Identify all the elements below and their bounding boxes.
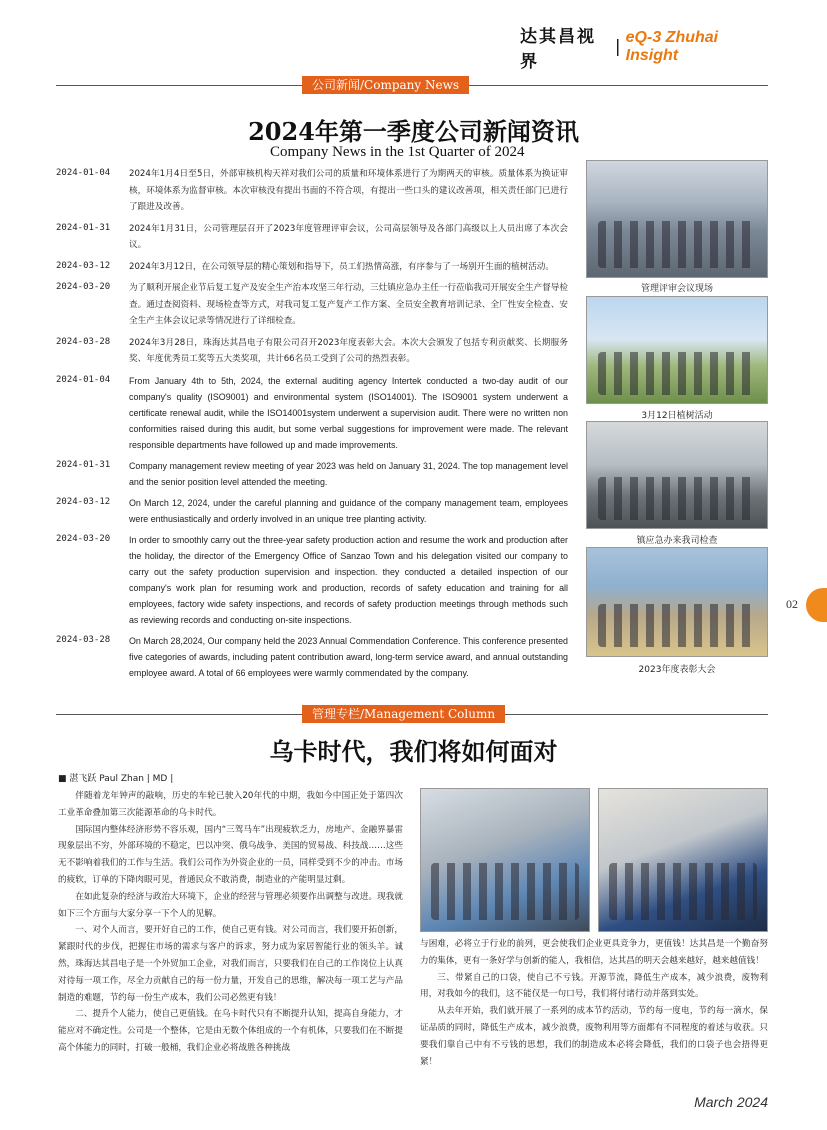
news-text: On March 12, 2024, under the careful planning and guidance of the company management team, employees were enthusiastically and orderly involved in an unique tree planting activity. bbox=[129, 497, 568, 524]
paragraph: 二、提升个人能力，使自己更值钱。在乌卡时代只有不断提升认知，提高自身能力，才能应对不确定性。公司是一个整体，它是由无数个体组成的一个有机体，只要我们在不断提高个体能力的同时，打破一般桶，我们企业必将战胜各种挑战 bbox=[58, 1009, 403, 1053]
paragraph: 三、带紧自己的口袋，使自己不亏钱。开源节流，降低生产成本，减少浪费，废物利用，对我如今的我们，这不能仅是一句口号，我们将付诸行动并落到实处。 bbox=[420, 972, 768, 1000]
news-item bbox=[56, 373, 568, 453]
people-figure bbox=[598, 604, 756, 647]
news-text: In order to smoothly carry out the three-year safety production action and resume the work and production after the holiday, the director of the Emergency Office of Sanzao Town and his delegation visited our company to carry out the safety production supervision and inspection. they conducted a detailed inspection of our company's work plan for resuming work and production, records of safety education and training for all employees, factory wide safety inspections, and records of safety production meetings through methods such as reviewing records and conducting on-site inspections. bbox=[129, 534, 568, 625]
news-item bbox=[56, 458, 568, 490]
news-title: 2024年第一季度公司新闻资讯 bbox=[248, 117, 579, 146]
column-title: 乌卡时代，我们将如何面对 bbox=[269, 737, 558, 766]
column-body-right bbox=[420, 936, 768, 1070]
caption-commendation: 2023年度表彰大会 bbox=[638, 665, 716, 675]
paragraph: 从去年开始，我们就开展了一系列的成本节约活动，节约每一度电，节约每一滴水，保证品质的同时，降低生产成本，减少浪费，废物利用等方面都有不同程度的着述与收获。只要我们靠自己中有不亏钱的思想，我们的制造成本必将会降低，我们的口袋子也会捂得更紧！ bbox=[420, 1006, 768, 1067]
photo-inspection bbox=[586, 421, 768, 529]
news-item bbox=[56, 221, 568, 254]
news-text: From January 4th to 5th, 2024, the external auditing agency Intertek conducted a two-day audit of our company's quality (ISO9001) and environmental system (ISO14001). The ISO9001 system underwent a certificate renewal audit, while the ISO14001system underwent a supervision audit. There were no written non conformities raised during this audit, but some verbal suggestions for improvement were made. The relevant responsible departments have followed up and made improvements. bbox=[129, 375, 568, 450]
news-item bbox=[56, 280, 568, 330]
news-text: 2024年3月12日，在公司领导层的精心策划和指导下，员工们热情高涨，有序参与了一场别开生面的植树活动。 bbox=[129, 261, 554, 272]
brand-en: eQ-3 Zhuhai Insight bbox=[625, 29, 719, 64]
news-item bbox=[56, 495, 568, 527]
photo-tree-planting bbox=[586, 296, 768, 404]
paragraph: 伴随着龙年钟声的敲响，历史的车轮已驶入20年代的中期，我如今中国正处于第四次工业革命叠加第三次能源革命的乌卡时代。 bbox=[58, 791, 403, 818]
section2-label: 管理专栏/Management Column bbox=[302, 705, 505, 723]
photo-review-meeting bbox=[586, 160, 768, 278]
paragraph: 与困难，必将立于行业的前列，更会使我们企业更具竞争力，更值钱！达其昌是一个勤奋努力的集体，更有一条好学与创新的能人，我相信，达其昌的明天会越来越好，越来越值钱！ bbox=[420, 939, 768, 966]
news-date: 2024-01-31 bbox=[56, 222, 111, 233]
section1-label: 公司新闻/Company News bbox=[302, 76, 469, 94]
news-subtitle: Company News in the 1st Quarter of 2024 bbox=[270, 144, 525, 160]
news-date: 2024-01-04 bbox=[56, 374, 111, 385]
news-item bbox=[56, 335, 568, 368]
news-text: 2024年1月4日至5日，外部审核机构天祥对我们公司的质量和环境体系进行了为期两天的审核。质量体系为换证审核，环境体系为监督审核。本次审核没有提出书面的不符合项，有提出一些口头的建议改善项，相关责任部门已进行了跟进及改善。 bbox=[129, 169, 568, 212]
people-figure bbox=[598, 352, 756, 394]
news-text: On March 28,2024, Our company held the 2023 Annual Commendation Conference. This conference presented five categories of awards, including patent contribution award, long-term service award, and annual outstanding employee award. A total of 66 employees were warmly commendated by the company. bbox=[129, 635, 568, 678]
news-date: 2024-03-12 bbox=[56, 496, 111, 507]
paragraph: 一、对个人而言，要开好自己的工作，使自己更有钱。对公司而言，我们要开拓创新，紧跟时代的步伐，把握住市场的需求与客户的诉求，努力成为家居智能行业的领头羊。诚然，珠海达其昌电子是一个外贸加工企业，对我们而言，只要我们在自己的工作岗位上认真对待每一项工作，尽全力贡献自己的每一份力量，开发自己的思维，解决每一项工艺与产品制造的难题，节约每一份生产成本，我们公司必然更有钱！ bbox=[58, 925, 403, 1003]
people-figure bbox=[609, 863, 757, 920]
page-number: 02 bbox=[786, 597, 798, 611]
news-date: 2024-01-31 bbox=[56, 459, 111, 470]
news-item bbox=[56, 532, 568, 628]
footer-date: March 2024 bbox=[694, 1094, 768, 1110]
photo-commendation bbox=[586, 547, 768, 657]
brand-separator: | bbox=[614, 37, 621, 57]
photo-workshop-1 bbox=[420, 788, 590, 932]
news-date: 2024-03-28 bbox=[56, 336, 111, 347]
news-item bbox=[56, 166, 568, 216]
brand-cn: 达其昌视界 bbox=[520, 27, 596, 72]
news-item bbox=[56, 633, 568, 681]
people-figure bbox=[598, 221, 756, 267]
news-date: 2024-03-20 bbox=[56, 282, 111, 292]
news-date: 2024-03-28 bbox=[56, 634, 111, 645]
news-text: Company management review meeting of year 2023 was held on January 31, 2024. The top management level and the senior position level attended the meeting. bbox=[129, 460, 568, 487]
news-list bbox=[56, 166, 568, 686]
caption-inspection: 镇应急办来我司检查 bbox=[636, 536, 718, 546]
caption-review-meeting: 管理评审会议现场 bbox=[640, 284, 713, 294]
caption-tree-planting: 3月12日植树活动 bbox=[641, 411, 713, 421]
photo-workshop-2 bbox=[598, 788, 768, 932]
page-tab bbox=[806, 588, 827, 622]
people-figure bbox=[431, 863, 579, 920]
paragraph: 在如此复杂的经济与政治大环境下，企业的经营与管理必须要作出调整与改进。现我就如下三个方面与大家分享一下个人的见解。 bbox=[58, 891, 403, 919]
news-text: 2024年3月28日，珠海达其昌电子有限公司召开2023年度表彰大会。本次大会颁发了包括专利贡献奖、长期服务奖、年度优秀员工奖等五大类奖项，共计66名员工受到了公司的热烈表彰。 bbox=[129, 337, 568, 364]
column-body-left bbox=[58, 788, 403, 1057]
news-date: 2024-03-20 bbox=[56, 533, 111, 544]
news-text: 2024年1月31日，公司管理层召开了2023年度管理评审会议，公司高层领导及各部门高级以上人员出席了本次会议。 bbox=[129, 223, 568, 250]
news-date: 2024-03-12 bbox=[56, 260, 111, 271]
news-date: 2024-01-04 bbox=[56, 168, 111, 178]
paragraph: 国际国内整体经济形势不容乐观，国内“三驾马车”出现疲软乏力，房地产、金融界暴雷现象层出不穷，外部环境的不稳定，巴以冲突、俄乌战争、美国的贸易战、科技战……这些无不影响着我们的工作与生活。我们公司作为外资企业的一员，同样受到不少的冲击。市场的疲软，订单的下降肉眼可见，普通民众不敢消费，制造业的产能明显过剩。 bbox=[58, 824, 403, 885]
news-text: 为了顺利开展企业节后复工复产及安全生产治本攻坚三年行动，三灶镇应急办主任一行莅临我司开展安全生产督导检查。通过查阅资料、现场检查等方式，对我司复工复产复产工作方案、全员安全教育培训记录、全厂性安全检查、安全生产主体会议记录等情况进行了详细检查。 bbox=[129, 283, 568, 326]
people-figure bbox=[598, 477, 756, 519]
author-line: ■ 湛飞跃 Paul Zhan | MD | bbox=[58, 774, 174, 784]
page-header bbox=[520, 27, 767, 72]
news-item bbox=[56, 259, 568, 276]
